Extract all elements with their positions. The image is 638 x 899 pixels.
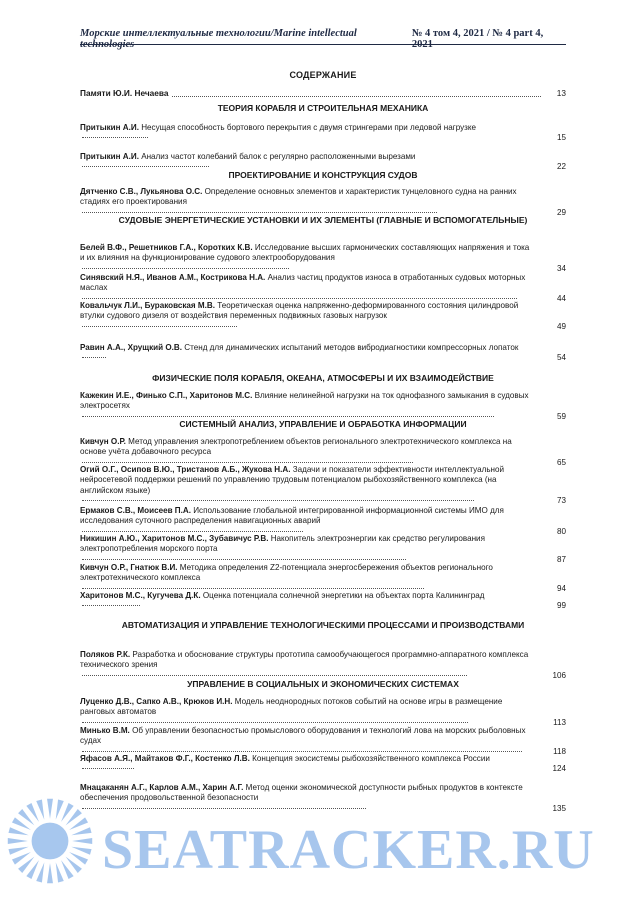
entry-text [80,783,536,814]
leader-dots [82,166,209,167]
leader-dots [82,462,413,463]
toc-entry[interactable] [80,650,566,681]
toc-entry[interactable] [80,783,566,814]
entry-authors: Яфасов А.Я., Майтаков Ф.Г., Костенко Л.В. [80,754,250,763]
leader-dots [82,722,468,723]
page-number: 44 [556,293,566,303]
leader-dots [82,531,303,532]
entry-title: Определение основных элементов и характеристик тунцеловного судна на ранних стадиях его проектирования [80,187,517,207]
page-number: 87 [556,554,566,564]
entry-title: Влияние нелинейной нагрузки на ток однофазного замыкания в судовых электросетях [80,391,529,411]
entry-authors: Поляков Р.К. [80,650,131,659]
memorial-text: Памяти Ю.И. Нечаева [80,88,169,98]
entry-title: Накопитель электроэнергии как средство регулирования электропотребления морского порта [80,534,485,554]
leader-dots [82,416,494,417]
page-number: 80 [556,526,566,536]
entry-text [80,301,536,332]
header-rule [80,44,566,45]
entry-title: Об управлении безопасностью промыслового оборудования и технологий лова на морских рыболовных судах [80,726,526,746]
toc-entry[interactable] [80,591,566,612]
page-number: 22 [556,162,566,172]
leader-dots [82,768,134,769]
leader-dots [82,559,406,560]
entry-text [80,591,536,612]
entry-authors: Ермаков С.В., Моисеев П.А. [80,506,191,515]
leader-dots [82,298,517,299]
entry-title: Анализ частиц продуктов износа в отработанных судовых моторных маслах [80,273,526,293]
sun-ray [71,827,91,835]
toc-entry[interactable] [80,273,566,304]
leader-dots [82,675,467,676]
toc-entry[interactable] [80,534,566,565]
entry-title: Концепция экосистемы рыбохозяйственного комплекса России [252,754,490,763]
entry-title: Анализ частот колебаний балок с регулярно расположенными вырезами [141,152,416,161]
entry-title: Методика определения Z2-потенциала энергосбережения объектов регионального электротехнического комплекса [80,563,493,583]
leader-dots [82,268,289,269]
entry-text [80,391,536,422]
running-head [80,28,566,50]
entry-text [80,465,536,507]
leader-dots [82,751,522,752]
entry-text [80,187,536,218]
entry-text [80,343,536,364]
sun-ray [8,847,28,855]
toc-entry[interactable] [80,123,566,144]
section-heading: АВТОМАТИЗАЦИЯ И УПРАВЛЕНИЕ ТЕХНОЛОГИЧЕСКИМИ ПРОЦЕССАМИ И ПРОИЗВОДСТВАМИ [121,620,525,630]
entry-text [80,650,536,681]
toc-entry[interactable] [80,437,566,468]
entry-text [80,754,536,775]
sun-ray [56,862,64,882]
leader-dots [82,588,424,589]
sun-ray [8,838,28,844]
section-heading: ФИЗИЧЕСКИЕ ПОЛЯ КОРАБЛЯ, ОКЕАНА, АТМОСФЕРЫ И ИХ ВЗАИМОДЕЙСТВИЕ [152,373,494,383]
entry-text [80,243,536,274]
entry-authors: Белей В.Ф., Решетников Г.А., Коротких К.В. [80,243,253,252]
toc-title: СОДЕРЖАНИЕ [289,70,357,80]
entry-authors: Харитонов М.С., Кугучева Д.К. [80,591,201,600]
entry-title: Стенд для динамических испытаний методов вибродиагностики компрессорных лопаток [184,343,519,352]
toc-entry[interactable] [80,343,566,364]
section-heading: УПРАВЛЕНИЕ В СОЦИАЛЬНЫХ И ЭКОНОМИЧЕСКИХ СИСТЕМАХ [187,679,459,689]
page-number: 135 [552,803,566,813]
toc-entry[interactable] [80,391,566,422]
toc-entry[interactable] [80,506,566,537]
entry-text [80,534,536,565]
page-number: 49 [556,321,566,331]
sun-ray [8,827,28,835]
sun-ray [36,862,44,882]
leader-dots [82,212,437,213]
entry-authors: Огий О.Г., Осипов В.Ю., Тристанов А.Б., Жукова Н.А. [80,465,291,474]
page-number: 124 [552,764,566,774]
page-number: 99 [556,601,566,611]
toc-entry[interactable] [80,726,566,757]
sun-ray [47,863,53,883]
entry-title: Оценка потенциала солнечной энергетики на объектах порта Калининград [202,591,485,600]
entry-authors: Равин А.А., Хрущкий О.В. [80,343,183,352]
section-heading: СИСТЕМНЫЙ АНАЛИЗ, УПРАВЛЕНИЕ И ОБРАБОТКА ИНФОРМАЦИИ [179,419,467,429]
leader-dots [82,326,237,327]
entry-text [80,506,536,537]
entry-text [80,563,536,594]
section-heading: СУДОВЫЕ ЭНЕРГЕТИЧЕСКИЕ УСТАНОВКИ И ИХ ЭЛЕМЕНТЫ (ГЛАВНЫЕ И ВСПОМОГАТЕЛЬНЫЕ) [118,215,528,225]
entry-title: Исследование высших гармонических составляющих напряжения и тока и их влияния на функционирование судового электрооборудования [80,243,530,263]
page-number: 118 [553,746,566,756]
section-heading: ТЕОРИЯ КОРАБЛЯ И СТРОИТЕЛЬНАЯ МЕХАНИКА [217,103,429,113]
entry-text [80,123,536,144]
page-number: 15 [556,133,566,143]
toc-entry[interactable] [80,187,566,218]
entry-title: Метод оценки экономической доступности рыбных продуктов в контексте обеспечения продовольственной безопасности [80,783,523,803]
sun-ray [56,799,64,819]
entry-text [80,726,536,757]
sun-ray [47,799,53,819]
entry-title: Задачи и показатели эффективности интеллектуальной нейросетевой поддержки решений по управлению трудовым потенциалом рыбохозяйственного комплекса (на английском языке) [80,465,505,495]
toc-entry[interactable] [80,697,566,728]
sun-ray [72,838,92,844]
section-heading: ПРОЕКТИРОВАНИЕ И КОНСТРУКЦИЯ СУДОВ [228,170,418,180]
entry-authors: Притыкин А.И. [80,123,139,132]
sun-ray [71,847,91,855]
entry-authors: Притыкин А.И. [80,152,139,161]
leader-dots [82,137,148,138]
toc-entry[interactable] [80,243,566,274]
page-number: 54 [556,353,566,363]
journal-title: Морские интеллектуальные технологии/Marine intellectual technologies [80,28,357,50]
memorial-entry[interactable] [80,88,566,99]
entry-title: Метод управления электропотреблением объектов регионального электротехнического комплекса на основе учёта добавочного ресурса [80,437,512,457]
page-number: 29 [556,207,566,217]
page-number: 113 [553,717,566,727]
sun-logo-icon [4,795,96,887]
entry-authors: Кажекин И.Е., Финько С.П., Харитонов М.С. [80,391,253,400]
entry-title: Использование глобальной интегрированной информационной системы ИМО для исследования суточного распределения навигационных аварий [80,506,504,526]
entry-authors: Минько В.М. [80,726,130,735]
entry-authors: Кивчун О.Р., Гнатюк В.И. [80,563,178,572]
sun-ray [36,799,44,819]
leader-dots [82,357,106,358]
page-number: 106 [552,670,566,680]
entry-authors: Ковальчук Л.И., Бураковская М.В. [80,301,215,310]
leader-dots [82,605,140,606]
leader-dots [172,96,541,97]
watermark-text: SEATRACKER.RU [102,819,595,881]
page-number: 73 [556,496,566,506]
entry-authors: Синявский Н.Я., Иванов А.М., Кострикова Н.А. [80,273,266,282]
toc-entry[interactable] [80,465,566,507]
entry-text [80,273,536,304]
toc-entry[interactable] [80,754,566,775]
leader-dots [82,808,366,809]
toc-entry[interactable] [80,301,566,332]
entry-authors: Никишин А.Ю., Харитонов М.С., Зубавичус Р.В. [80,534,269,543]
entry-text [80,437,536,468]
leader-dots [82,500,474,501]
entry-title: Теоретическая оценка напряженно-деформированного состояния цилиндровой втулки судового дизеля от воздействия переменных подвижных газовых нагрузок [80,301,519,321]
issue-number: № 4 том 4, 2021 / № 4 part 4, 2021 [411,28,544,50]
page-number: 94 [556,583,566,593]
page-number: 65 [556,457,566,467]
page-number: 59 [556,411,566,421]
entry-authors: Кивчун О.Р. [80,437,126,446]
entry-title: Модель неоднородных потоков событий на основе игры в размещение ранговых автоматов [80,697,503,717]
entry-title: Несущая способность бортового перекрытия с двумя стрингерами при ледовой нагрузке [141,123,477,132]
toc-entry[interactable] [80,563,566,594]
entry-authors: Мнацаканян А.Г., Карлов А.М., Харин А.Г. [80,783,244,792]
entry-authors: Дятченко С.В., Лукьянова О.С. [80,187,203,196]
page-number: 34 [556,263,566,273]
entry-text [80,697,536,728]
entry-authors: Луценко Д.В., Сапко А.В., Крюков И.Н. [80,697,233,706]
entry-title: Разработка и обоснование структуры прототипа самообучающегося программно-аппаратного комплекса технического зрения [80,650,529,670]
page-number: 13 [556,88,566,98]
